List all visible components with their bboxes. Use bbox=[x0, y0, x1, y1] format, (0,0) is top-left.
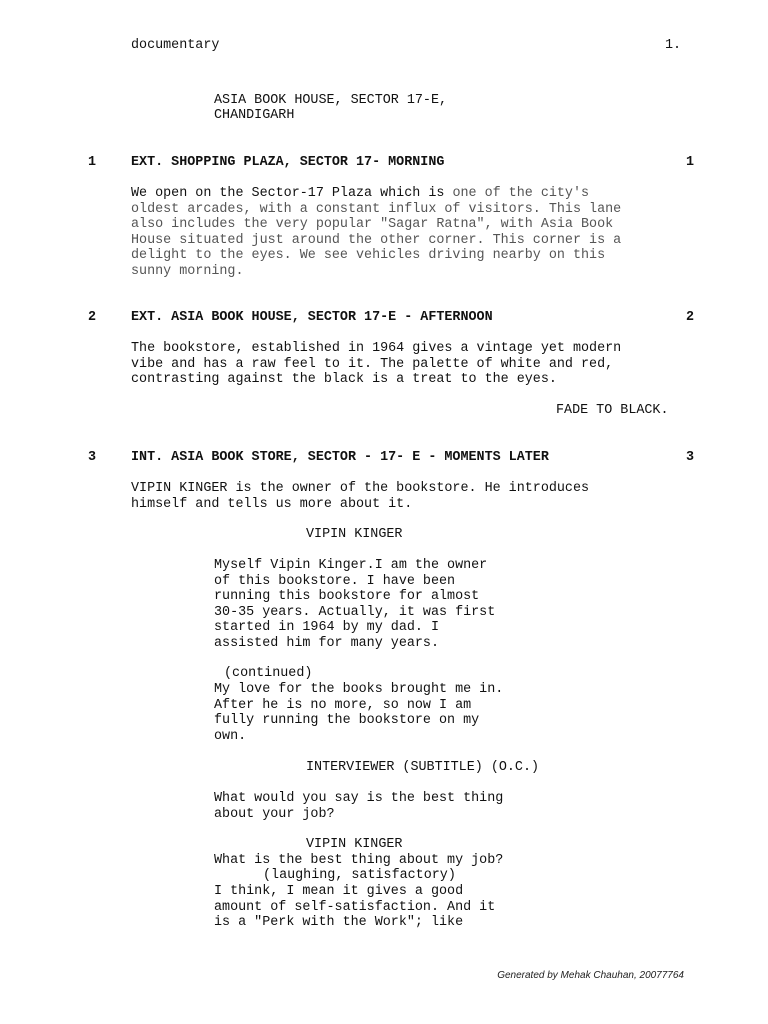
character-name: VIPIN KINGER bbox=[306, 837, 403, 852]
action-lead: We open on the Sector-17 Plaza which is bbox=[131, 186, 453, 201]
scene-number-left: 1 bbox=[88, 155, 97, 170]
scene-heading: EXT. ASIA BOOK HOUSE, SECTOR 17-E - AFTERNOON bbox=[131, 310, 493, 325]
action-rest: one of the city's oldest arcades, with a constant influx of visitors. This lane also includes the very popular "Sagar Ratna", with Asia Book House situated just around the other corner. This corner is a delight to the eyes. We see vehicles driving nearby on this sunny morning. bbox=[131, 186, 622, 279]
scene-heading: INT. ASIA BOOK STORE, SECTOR - 17- E - MOMENTS LATER bbox=[131, 450, 549, 465]
character-name: INTERVIEWER (SUBTITLE) (O.C.) bbox=[306, 760, 540, 775]
scene-action bbox=[131, 186, 621, 279]
scene-number-right: 3 bbox=[686, 450, 695, 465]
title-line-1: ASIA BOOK HOUSE, SECTOR 17-E, bbox=[214, 93, 448, 108]
transition: FADE TO BLACK. bbox=[556, 403, 669, 418]
parenthetical-continued: (continued) bbox=[224, 666, 313, 681]
parenthetical: (laughing, satisfactory) bbox=[263, 868, 456, 883]
dialogue-line: Myself Vipin Kinger.I am the owner of this bookstore. I have been running this bookstore for almost 30-35 years. Actually, it was first started in 1964 by my dad. I assisted him for many years. bbox=[214, 558, 496, 651]
footer-credit: Generated by Mehak Chauhan, 20077764 bbox=[497, 970, 684, 981]
dialogue-line: My love for the books brought me in. After he is no more, so now I am fully running the bookstore on my own. bbox=[214, 682, 504, 744]
scene-number-left: 2 bbox=[88, 310, 97, 325]
dialogue-line: What is the best thing about my job? bbox=[214, 853, 504, 868]
scene-action: VIPIN KINGER is the owner of the bookstore. He introduces himself and tells us more about it. bbox=[131, 481, 590, 512]
character-name: VIPIN KINGER bbox=[306, 527, 403, 542]
header-label: documentary bbox=[131, 38, 220, 53]
scene-heading: EXT. SHOPPING PLAZA, SECTOR 17- MORNING bbox=[131, 155, 445, 170]
page-number: 1. bbox=[665, 38, 682, 53]
scene-action: The bookstore, established in 1964 gives a vintage yet modern vibe and has a raw feel to it. The palette of white and red, contrasting against the black is a treat to the eyes. bbox=[131, 341, 622, 387]
scene-number-right: 1 bbox=[686, 155, 695, 170]
scene-number-right: 2 bbox=[686, 310, 695, 325]
title-line-2: CHANDIGARH bbox=[214, 108, 295, 123]
scene-number-left: 3 bbox=[88, 450, 97, 465]
dialogue-line: What would you say is the best thing about your job? bbox=[214, 791, 504, 822]
dialogue-line: I think, I mean it gives a good amount of self-satisfaction. And it is a "Perk with the Work"; like bbox=[214, 884, 496, 930]
